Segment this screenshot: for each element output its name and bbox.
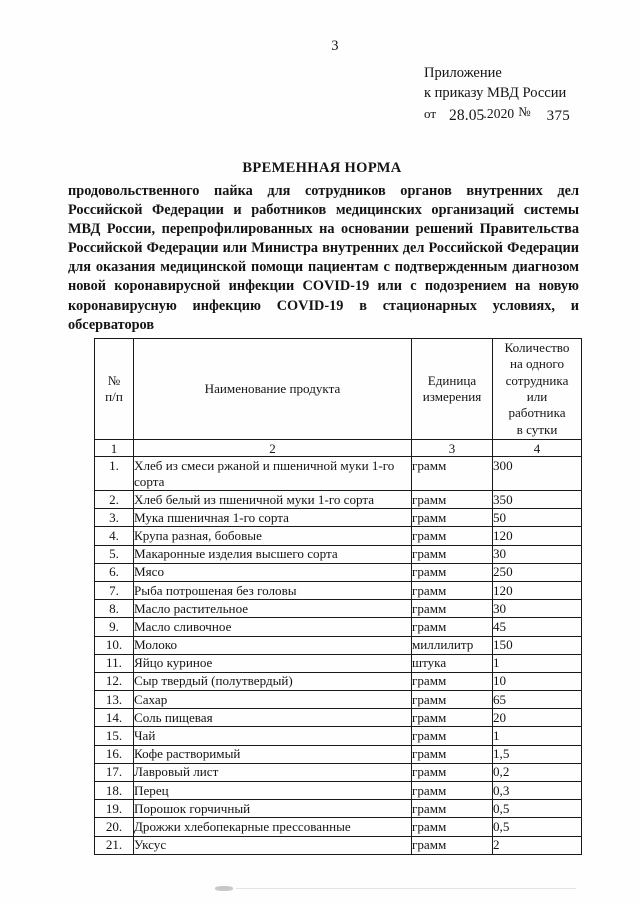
cell-product-name: Крупа разная, бобовые <box>134 527 412 545</box>
header-unit-line1: Единица <box>427 372 477 388</box>
cell-unit: грамм <box>412 800 493 818</box>
cell-unit: штука <box>412 654 493 672</box>
header-quantity-line4: или <box>526 389 548 404</box>
table-header <box>95 339 582 457</box>
cell-unit: грамм <box>412 491 493 509</box>
food-norm-table <box>94 338 582 855</box>
cell-unit: грамм <box>412 527 493 545</box>
column-number-3: 3 <box>412 440 493 457</box>
cell-quantity: 45 <box>493 618 582 636</box>
approval-block <box>424 63 570 124</box>
cell-quantity: 20 <box>493 709 582 727</box>
cell-product-name: Хлеб из смеси ржаной и пшеничной муки 1-го сорта <box>134 457 412 491</box>
cell-unit: миллилитр <box>412 636 493 654</box>
header-quantity-line2: на одного <box>509 356 565 372</box>
table-row <box>95 457 582 491</box>
cell-quantity: 300 <box>493 457 582 491</box>
order-number: 375 <box>546 108 571 124</box>
table-row <box>95 636 582 654</box>
header-unit <box>412 339 493 440</box>
approval-date-line <box>424 104 570 124</box>
table-row <box>95 509 582 527</box>
cell-quantity: 0,3 <box>493 782 582 800</box>
cell-quantity: 250 <box>493 563 582 581</box>
cell-product-name: Яйцо куриное <box>134 654 412 672</box>
table-row <box>95 527 582 545</box>
table-header-row <box>95 339 582 440</box>
order-date-year: .2020 <box>483 105 515 121</box>
header-quantity-line3: сотрудника <box>505 372 569 388</box>
scan-artifact-line <box>236 888 576 889</box>
cell-row-number: 1. <box>95 457 134 491</box>
cell-product-name: Мука пшеничная 1-го сорта <box>134 509 412 527</box>
cell-quantity: 50 <box>493 509 582 527</box>
table-row <box>95 600 582 618</box>
cell-row-number: 8. <box>95 600 134 618</box>
cell-unit: грамм <box>412 618 493 636</box>
cell-row-number: 10. <box>95 636 134 654</box>
cell-unit: грамм <box>412 763 493 781</box>
number-sign-icon: № <box>518 104 531 119</box>
cell-quantity: 65 <box>493 691 582 709</box>
cell-quantity: 0,2 <box>493 763 582 781</box>
cell-product-name: Сыр твердый (полутвердый) <box>134 672 412 690</box>
cell-quantity: 0,5 <box>493 800 582 818</box>
cell-product-name: Рыба потрошеная без головы <box>134 581 412 599</box>
order-date <box>449 106 515 126</box>
cell-quantity: 30 <box>493 545 582 563</box>
cell-quantity: 1 <box>493 654 582 672</box>
table-row <box>95 691 582 709</box>
cell-unit: грамм <box>412 545 493 563</box>
table-row <box>95 800 582 818</box>
order-date-main: 28.05 <box>449 106 485 124</box>
cell-row-number: 2. <box>95 491 134 509</box>
cell-product-name: Масло сливочное <box>134 618 412 636</box>
header-quantity <box>493 339 582 440</box>
cell-unit: грамм <box>412 672 493 690</box>
table-row <box>95 672 582 690</box>
cell-row-number: 13. <box>95 691 134 709</box>
table-row <box>95 818 582 836</box>
cell-row-number: 18. <box>95 782 134 800</box>
column-number-row <box>95 440 582 457</box>
cell-quantity: 1 <box>493 727 582 745</box>
cell-quantity: 30 <box>493 600 582 618</box>
table-row <box>95 618 582 636</box>
cell-unit: грамм <box>412 818 493 836</box>
header-row-number-line2: п/п <box>105 389 123 404</box>
cell-product-name: Уксус <box>134 836 412 854</box>
cell-row-number: 17. <box>95 763 134 781</box>
table-row <box>95 654 582 672</box>
cell-unit: грамм <box>412 745 493 763</box>
cell-product-name: Мясо <box>134 563 412 581</box>
cell-row-number: 6. <box>95 563 134 581</box>
cell-row-number: 7. <box>95 581 134 599</box>
cell-quantity: 150 <box>493 636 582 654</box>
intro-paragraph: продовольственного пайка для сотрудников органов внутренних дел Российской Федерации и работников медицинских организаций системы МВД России, перепрофилированных на основании решений Правительства Российской Федерации или Министра внутренних дел Российской Федерации для оказания медицинской помощи пациентам с подтвержденным диагнозом новой коронавирусной инфекции COVID-19 или с подозрением на новую коронавирусную инфекцию COVID-19 в стационарных условиях, и обсерваторов <box>68 183 579 333</box>
cell-row-number: 11. <box>95 654 134 672</box>
header-quantity-line5: работника <box>508 405 566 421</box>
cell-unit: грамм <box>412 509 493 527</box>
cell-row-number: 19. <box>95 800 134 818</box>
page-number: 3 <box>331 38 339 54</box>
cell-unit: грамм <box>412 836 493 854</box>
table-row <box>95 782 582 800</box>
cell-product-name: Лавровый лист <box>134 763 412 781</box>
header-unit-line2: измерения <box>422 389 482 404</box>
cell-product-name: Чай <box>134 727 412 745</box>
cell-row-number: 15. <box>95 727 134 745</box>
cell-product-name: Соль пищевая <box>134 709 412 727</box>
header-product-name: Наименование продукта <box>134 339 412 440</box>
cell-unit: грамм <box>412 709 493 727</box>
column-number-4: 4 <box>493 440 582 457</box>
table-row <box>95 727 582 745</box>
header-row-number-line1: № <box>107 373 121 388</box>
cell-product-name: Масло растительное <box>134 600 412 618</box>
cell-unit: грамм <box>412 691 493 709</box>
header-quantity-line1: Количество <box>504 340 570 356</box>
table-row <box>95 709 582 727</box>
date-prefix-label: от <box>424 106 437 121</box>
cell-product-name: Макаронные изделия высшего сорта <box>134 545 412 563</box>
cell-quantity: 120 <box>493 581 582 599</box>
cell-row-number: 12. <box>95 672 134 690</box>
cell-product-name: Кофе растворимый <box>134 745 412 763</box>
column-number-1: 1 <box>95 440 134 457</box>
cell-row-number: 16. <box>95 745 134 763</box>
cell-unit: грамм <box>412 782 493 800</box>
cell-row-number: 14. <box>95 709 134 727</box>
table-row <box>95 491 582 509</box>
cell-quantity: 1,5 <box>493 745 582 763</box>
column-number-2: 2 <box>134 440 412 457</box>
cell-unit: грамм <box>412 457 493 491</box>
cell-product-name: Перец <box>134 782 412 800</box>
cell-product-name: Дрожжи хлебопекарные прессованные <box>134 818 412 836</box>
cell-quantity: 120 <box>493 527 582 545</box>
table-row <box>95 581 582 599</box>
cell-product-name: Молоко <box>134 636 412 654</box>
header-row-number <box>95 339 134 440</box>
cell-quantity: 10 <box>493 672 582 690</box>
cell-row-number: 4. <box>95 527 134 545</box>
table-row <box>95 745 582 763</box>
cell-product-name: Порошок горчичный <box>134 800 412 818</box>
header-quantity-line6: в сутки <box>516 421 558 437</box>
approval-line-appendix: Приложение <box>424 65 502 81</box>
table-body <box>95 457 582 855</box>
cell-row-number: 20. <box>95 818 134 836</box>
cell-product-name: Хлеб белый из пшеничной муки 1-го сорта <box>134 491 412 509</box>
cell-unit: грамм <box>412 600 493 618</box>
approval-line-order: к приказу МВД России <box>424 85 567 101</box>
table-row <box>95 763 582 781</box>
table-row <box>95 563 582 581</box>
scan-artifact <box>215 886 233 891</box>
cell-unit: грамм <box>412 563 493 581</box>
cell-unit: грамм <box>412 581 493 599</box>
cell-quantity: 350 <box>493 491 582 509</box>
cell-quantity: 0,5 <box>493 818 582 836</box>
cell-unit: грамм <box>412 727 493 745</box>
table-row <box>95 545 582 563</box>
table-row <box>95 836 582 854</box>
cell-row-number: 21. <box>95 836 134 854</box>
cell-row-number: 3. <box>95 509 134 527</box>
cell-row-number: 9. <box>95 618 134 636</box>
cell-product-name: Сахар <box>134 691 412 709</box>
cell-row-number: 5. <box>95 545 134 563</box>
page-title: ВРЕМЕННАЯ НОРМА <box>242 160 402 176</box>
cell-quantity: 2 <box>493 836 582 854</box>
